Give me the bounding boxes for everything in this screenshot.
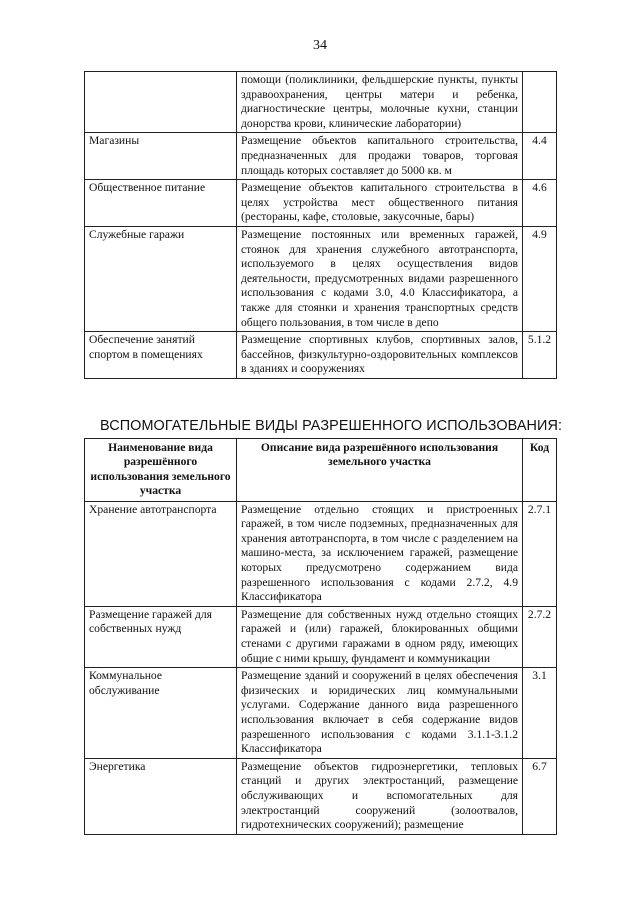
land-use-code: 2.7.1 [523,501,557,606]
land-use-code: 6.7 [523,758,557,834]
land-use-name: Энергетика [85,758,237,834]
table-row [85,758,557,834]
land-use-code [523,72,557,133]
land-use-name: Магазины [85,133,237,180]
table-row [85,606,557,667]
land-use-name: Служебные гаражи [85,226,237,331]
table-row [85,226,557,331]
page-number: 34 [313,38,327,53]
land-use-name: Коммунальное обслуживание [85,668,237,759]
land-use-description: Размещение спортивных клубов, спортивных залов, бассейнов, физкультурно-оздоровительных комплексов в зданиях и сооружениях [237,332,523,379]
land-use-code: 2.7.2 [523,606,557,667]
table-row [85,501,557,606]
land-use-description: Размещение постоянных или временных гаражей, стоянок для хранения служебного автотранспорта, используемого в целях осуществления видов деятельности, предусмотренных видами разрешенного использования с кодами 3.0, 4.0 Классификатора, а также для стоянки и хранения транспортных средств общего пользования, в том числе в депо [237,226,523,331]
land-use-name: Обеспечение занятий спортом в помещениях [85,332,237,379]
section-heading: ВСПОМОГАТЕЛЬНЫЕ ВИДЫ РАЗРЕШЕННОГО ИСПОЛЬЗОВАНИЯ: [100,418,563,434]
column-header-name: Наименование вида разрешённого использования земельного участка [85,439,237,502]
land-use-description: помощи (поликлиники, фельдшерские пункты, пункты здравоохранения, центры матери и ребенка, диагностические центры, молочные кухни, станции донорства крови, клинические лаборатории) [237,72,523,133]
land-use-description: Размещение отдельно стоящих и пристроенных гаражей, в том числе подземных, предназначенных для хранения автотранспорта, в том числе с разделением на машино-места, за исключением гаражей, размещение которых предусмотрено содержанием вида разрешенного использования с кодами 2.7.2, 4.9 Классификатора [237,501,523,606]
table-row [85,332,557,379]
table-row [85,133,557,180]
land-use-table-continued [84,71,557,379]
land-use-description: Размещение объектов капитального строительства в целях устройства мест общественного питания (рестораны, кафе, столовые, закусочные, бары) [237,180,523,227]
land-use-code: 5.1.2 [523,332,557,379]
land-use-code: 3.1 [523,668,557,759]
land-use-description: Размещение зданий и сооружений в целях обеспечения физических и юридических лиц коммунальными услугами. Содержание данного вида разрешенного использования включает в себя содержание видов разрешенного использования с кодами 3.1.1-3.1.2 Классификатора [237,668,523,759]
table-row [85,668,557,759]
land-use-description: Размещение объектов капитального строительства, предназначенных для продажи товаров, торговая площадь которых составляет до 5000 кв. м [237,133,523,180]
column-header-description: Описание вида разрешённого использования земельного участка [237,439,523,502]
land-use-description: Размещение для собственных нужд отдельно стоящих гаражей и (или) гаражей, блокированных общими стенами с другими гаражами в одном ряду, имеющих общие с ними крышу, фундамент и коммуникации [237,606,523,667]
land-use-code: 4.4 [523,133,557,180]
land-use-name [85,72,237,133]
table-row [85,180,557,227]
table-header-row [85,439,557,502]
column-header-code: Код [523,439,557,502]
auxiliary-land-use-table [84,438,557,835]
table-row [85,72,557,133]
land-use-code: 4.6 [523,180,557,227]
table-body [85,501,557,834]
land-use-code: 4.9 [523,226,557,331]
land-use-name: Размещение гаражей для собственных нужд [85,606,237,667]
table-body [85,72,557,379]
land-use-description: Размещение объектов гидроэнергетики, тепловых станций и других электростанций, размещение обслуживающих и вспомогательных для электростанций сооружений (золоотвалов, гидротехнических сооружений); размещение [237,758,523,834]
land-use-name: Хранение автотранспорта [85,501,237,606]
land-use-name: Общественное питание [85,180,237,227]
